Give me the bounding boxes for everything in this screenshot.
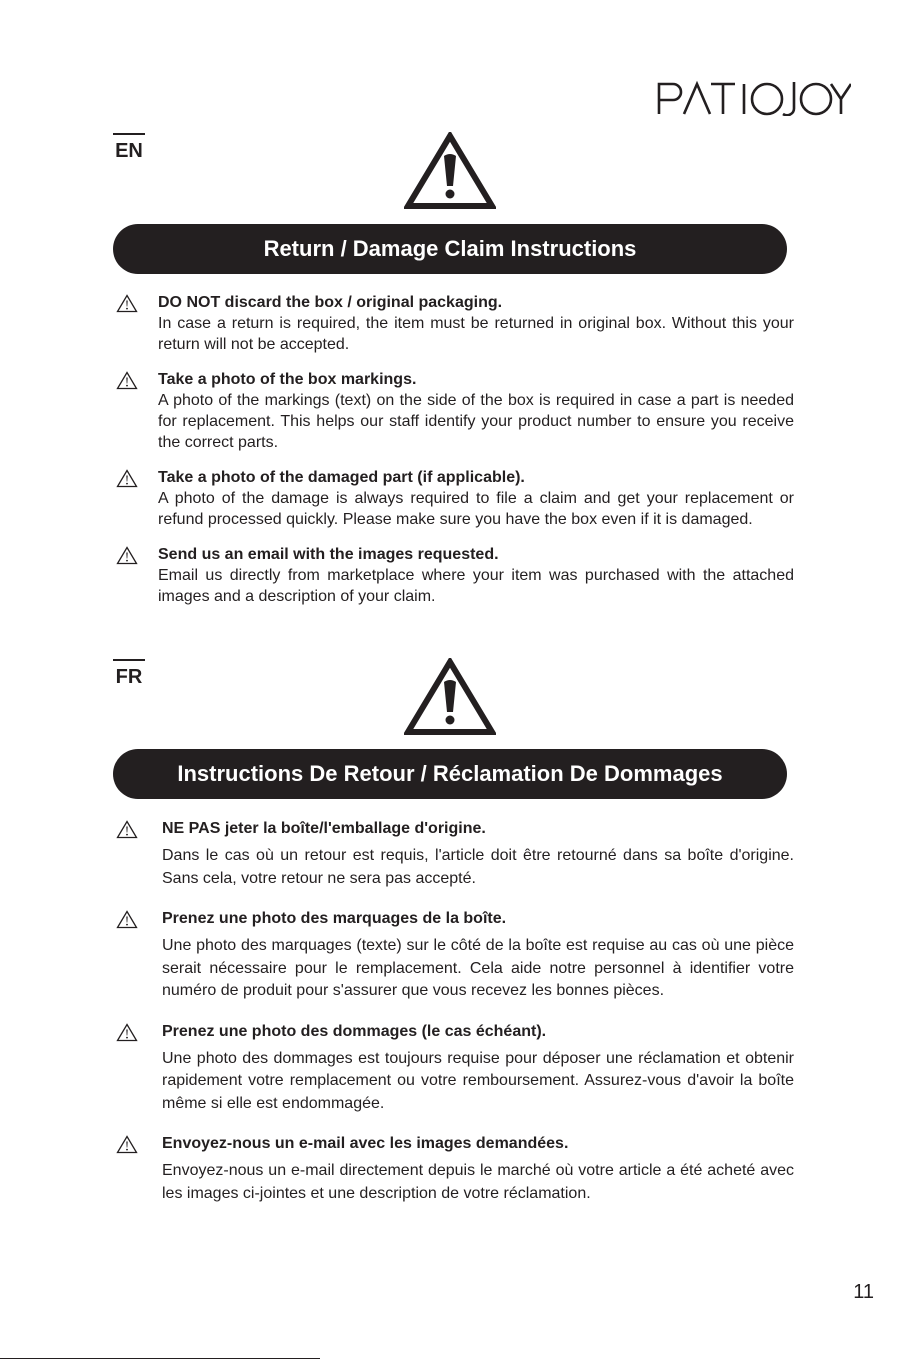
list-item — [112, 369, 794, 453]
item-body: Dans le cas où un retour est requis, l'article doit être retourné dans sa boîte d'origine. Sans cela, votre retour ne sera pas accepté. — [162, 847, 794, 887]
list-item — [112, 292, 794, 355]
list-item — [112, 1133, 794, 1205]
warning-triangle-icon — [116, 294, 138, 313]
patiojoy-logo — [656, 80, 851, 116]
warning-triangle-icon — [116, 820, 138, 839]
item-heading: Take a photo of the box markings. — [158, 371, 417, 388]
item-heading: DO NOT discard the box / original packaging. — [158, 294, 503, 311]
item-heading: Prenez une photo des marquages de la boîte. — [162, 910, 507, 927]
list-item — [112, 908, 794, 1003]
section-title-banner: Return / Damage Claim Instructions — [113, 224, 787, 274]
warning-icon — [404, 132, 496, 210]
item-heading: Envoyez-nous un e-mail avec les images demandées. — [162, 1135, 569, 1152]
list-item — [112, 1021, 794, 1116]
item-body: Email us directly from marketplace where your item was purchased with the attached images and a description of your claim. — [158, 567, 794, 605]
item-body: In case a return is required, the item must be returned in original box. Without this your return will not be accepted. — [158, 315, 794, 353]
item-heading: Prenez une photo des dommages (le cas échéant). — [162, 1022, 547, 1040]
section-title-banner: Instructions De Retour / Réclamation De Dommages — [113, 749, 787, 799]
warning-triangle-icon — [116, 910, 138, 929]
item-heading: Take a photo of the damaged part (if applicable). — [158, 469, 525, 486]
list-item — [112, 467, 794, 530]
item-heading: Send us an email with the images requested. — [158, 546, 499, 563]
list-item — [112, 818, 794, 890]
item-heading: NE PAS jeter la boîte/l'emballage d'origine. — [162, 820, 486, 837]
warning-triangle-icon — [116, 371, 138, 390]
instructions-list-en — [112, 292, 794, 621]
item-body: A photo of the damage is always required to file a claim and get your replacement or refund processed quickly. Please make sure you have the box even if it is damaged. — [158, 490, 794, 528]
instructions-list-fr — [112, 818, 794, 1223]
language-label-en: EN — [113, 133, 145, 161]
item-body: A photo of the markings (text) on the side of the box is required in case a part is needed for replacement. This helps our staff identify your product number to ensure you receive the correct parts. — [158, 392, 794, 451]
item-body: Une photo des dommages est toujours requise pour déposer une réclamation et obtenir rapidement votre remplacement ou votre remboursement. Assurez-vous d'avoir la boîte même si elle est endommagée. — [162, 1049, 794, 1112]
page-number: 11 — [853, 1281, 874, 1303]
warning-triangle-icon — [116, 1023, 138, 1042]
warning-triangle-icon — [116, 546, 138, 565]
list-item — [112, 544, 794, 607]
item-body: Envoyez-nous un e-mail directement depuis le marché où votre article a été acheté avec les images ci-jointes et une description de votre réclamation. — [162, 1162, 794, 1202]
language-label-fr: FR — [113, 659, 145, 687]
warning-triangle-icon — [116, 1135, 138, 1154]
warning-triangle-icon — [116, 469, 138, 488]
warning-icon — [404, 658, 496, 736]
divider — [0, 1358, 320, 1359]
item-body: Une photo des marquages (texte) sur le côté de la boîte est requise au cas où une pièce serait nécessaire pour le remplacement. Cela aide notre personnel à identifier votre numéro de produit pour s'assurer que vous recevez les bonnes pièces. — [162, 937, 794, 999]
